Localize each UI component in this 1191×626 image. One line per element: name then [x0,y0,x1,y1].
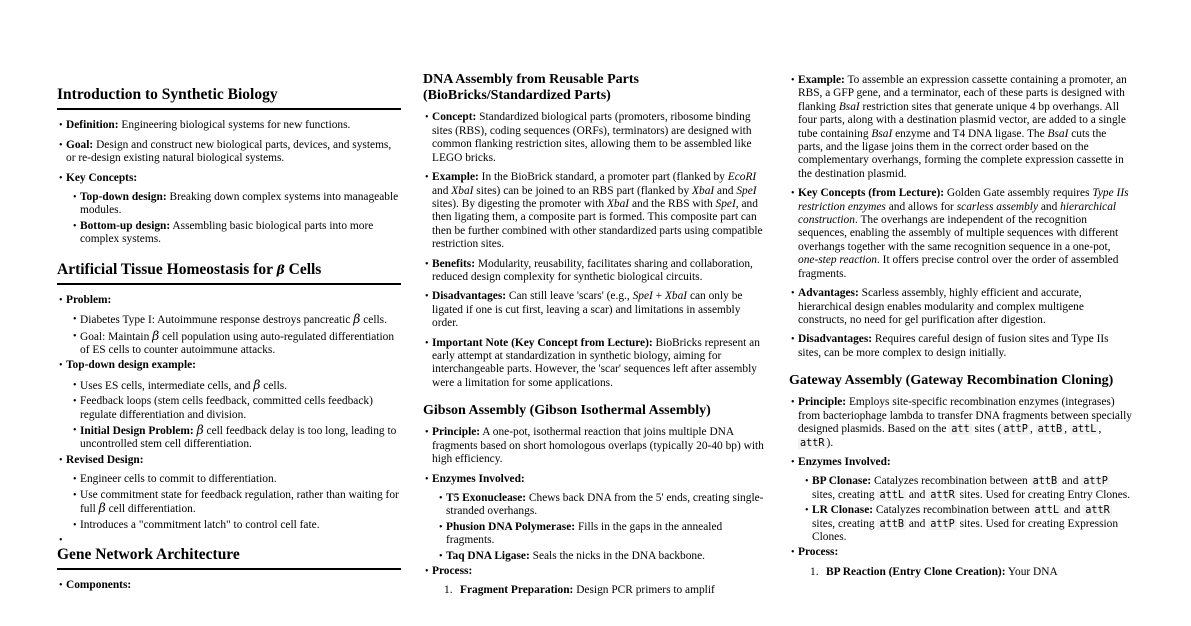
bullet-marker: • [425,337,429,349]
item-text [446,550,705,562]
bullet-item [423,290,767,330]
bullet-item [423,492,767,519]
section-heading [423,72,767,104]
item-text [80,489,399,515]
text-segment: cell differentiation. [105,503,196,516]
bullet-marker: • [73,519,77,531]
text-segment: attP [1083,476,1108,488]
text-segment: and [1061,504,1084,517]
bullet-marker: • [425,112,429,124]
text-segment: Enzymes Involved: [798,455,891,468]
bullet-item [423,521,767,548]
bullet-item [57,379,401,393]
bullet-marker: • [791,288,795,300]
numbered-item [789,566,1133,579]
bullet-item [789,546,1133,559]
bullet-item [423,550,767,563]
bullet-item [57,220,401,247]
bullet-item [57,330,401,358]
text-segment: and [906,517,929,530]
text-segment: attB [1032,476,1058,488]
bullet-marker: • [59,139,63,151]
text-segment: Bottom-up design: [80,219,171,232]
bullet-item [57,454,401,467]
item-text [80,191,398,216]
text-segment: T5 Exonuclease: [446,492,527,505]
text-segment: Modularity, reusability, facilitates sharing and collaboration, reduced design complexity for synthetic biological circuits. [432,257,753,283]
column-right [789,0,1133,626]
bullet-marker: • [791,334,795,346]
text-segment: Example: [798,74,845,86]
item-text [80,328,395,357]
text-segment: and allows for [885,200,957,213]
text-segment: att [951,424,970,436]
bullet-item [789,74,1133,181]
text-segment: , [1098,423,1102,436]
text-segment: Concept: [432,111,477,124]
text-segment: attB [1037,424,1063,436]
text-segment: Fragment Preparation: [460,584,574,597]
text-segment: Top-down design: [80,190,167,203]
text-segment: β [253,377,261,392]
bullet-item [57,489,401,517]
item-text [798,74,1127,180]
text-segment: Introduction to Synthetic Biology [57,86,278,103]
text-segment: sites. Used for creating Expression Clones. [812,517,1119,544]
text-segment: Process: [798,546,839,559]
text-segment: attR [930,489,955,501]
text-segment: . The overhangs are independent of the recognition sequences, enabling the assembly of multiple sequences with different overhangs together with the same recognition sequence in a one-pot, [798,214,1119,253]
bullet-marker: • [425,566,429,578]
text-segment: XbaI [451,184,474,197]
bullet-item [789,187,1133,281]
text-segment: Feedback loops (stem cells feedback, committed cells feedback) regulate differentiation and division. [80,395,373,421]
item-text [432,426,764,465]
text-segment: XbaI [664,290,688,303]
text-segment: cell population using auto-regulated differentiation of ES cells to counter autoimmune attacks. [80,330,395,357]
item-text [798,287,1084,326]
bullet-marker: • [805,505,809,517]
text-segment: Requires careful design of fusion sites and Type IIs sites, can be more complex to design initially. [798,333,1109,359]
bullet-item [57,395,401,422]
text-segment: Artificial Tissue Homeostasis for [57,260,277,278]
text-segment: can only be ligated if one is cut first, leaving a scar) and limitations in assembly order. [432,290,743,330]
text-segment: cells. [360,314,387,327]
item-text [432,171,763,250]
bullet-item [57,473,401,486]
item-text [80,314,387,326]
text-segment: and [1059,475,1082,488]
text-segment: ). [826,436,834,449]
text-segment: , and then ligating them, a composite part is formed. This composite part can then be further combined with other standardized parts using compatible restriction sites. [432,197,763,251]
text-segment: Engineering biological systems for new functions. [118,119,351,132]
item-text [66,579,131,591]
text-segment: Uses ES cells, intermediate cells, and [80,379,254,392]
item-text [812,504,1118,543]
bullet-marker: • [73,191,77,203]
text-segment: β [98,501,106,516]
bullet-marker: • [439,550,443,562]
numbered-item [423,584,767,597]
text-segment: To assemble an expression cassette containing a promoter, an RBS, a GFP gene, and a terminator, each of these parts is designed with flanking [798,74,1127,113]
text-segment: Disadvantages: [432,290,507,303]
text-segment: LR Clonase: [812,504,874,517]
section-heading [423,403,767,419]
bullet-marker: • [791,397,795,409]
bullet-marker: • [439,493,443,505]
bullet-item [423,337,767,391]
bullet-item [789,456,1133,469]
bullet-item [423,473,767,486]
bullet-marker: • [59,534,63,546]
text-segment: and [906,488,929,501]
bullet-item [789,333,1133,360]
bullet-marker: • [425,291,429,303]
text-segment: and [714,184,737,197]
item-text [432,337,760,389]
text-segment: Key Concepts: [66,171,138,184]
text-segment: Advantages: [798,287,859,300]
item-text [80,220,373,245]
bullet-marker: • [425,258,429,270]
text-segment: Your DNA [1005,565,1058,578]
column-left [57,0,401,626]
item-text [812,475,1130,500]
bullet-marker: • [59,580,63,592]
text-segment: cell feedback delay is too long, leading to uncontrolled stem cell differentiation. [80,425,397,451]
text-segment: Components: [66,579,132,592]
item-text [80,395,373,420]
text-segment: Benefits: [432,257,476,270]
text-segment: Gene Network Architecture [57,545,240,563]
section-heading [57,261,401,285]
text-segment: SpeI [715,197,736,210]
text-segment: In the BioBrick standard, a promoter part (flanked by [478,171,728,184]
bullet-marker: • [439,521,443,533]
bullet-item [789,504,1133,544]
text-segment: Phusion DNA Polymerase: [446,520,576,533]
text-segment: Example: [432,171,479,184]
text-segment: Employs site-specific recombination enzymes (integrases) from bacteriophage lambda to transfer DNA fragments between specially designed plasmids. Based on the [798,396,1132,436]
bullet-marker: • [73,379,77,391]
bullet-marker: • [791,188,795,200]
text-segment: Seals the nicks in the DNA backbone. [529,549,706,562]
bullet-marker: • [425,427,429,439]
item-text [66,294,111,306]
item-text [432,111,752,163]
item-text [798,187,1129,279]
item-text [798,456,891,468]
bullet-item [57,313,401,327]
text-segment: Problem: [66,293,112,306]
text-segment: Principle: [432,426,481,439]
bullet-item [423,111,767,165]
bullet-item [423,171,767,251]
text-segment: Key Concepts (from Lecture): [798,187,945,200]
bullet-item [57,294,401,307]
number-marker: 1. [444,584,453,597]
text-segment: attL [1034,505,1060,517]
bullet-item [789,287,1133,327]
text-segment: one-step reaction [798,254,877,267]
text-segment: Process: [432,565,473,578]
item-text [446,521,722,546]
bullet-item [423,565,767,578]
text-segment: attR [1085,505,1110,517]
text-segment: Fills in the gaps in the annealed fragments. [446,520,723,547]
item-text [80,425,396,450]
text-segment: Type IIs restriction enzymes [798,187,1129,213]
bullet-item [57,191,401,218]
text-segment: . It offers precise control over the order of assembled fragments. [798,254,1119,280]
bullet-item [57,139,401,166]
text-segment: sites, creating [812,517,878,530]
text-segment: DNA Assembly from Reusable Parts (BioBricks/Standardized Parts) [423,72,639,104]
text-segment: Introduces a "commitment latch" to control cell fate. [80,518,320,531]
text-segment: scarless assembly [956,200,1039,213]
item-text [460,584,715,596]
text-segment: Golden Gate assembly requires [944,187,1093,200]
text-segment: Enzymes Involved: [432,472,525,485]
text-segment: Engineer cells to commit to differentiation. [80,473,277,486]
text-segment: Standardized biological parts (promoters, ribosome binding sites (RBS), coding sequences (ORFs), terminators) are designed with common flanking restriction sites, allowing them to be assembled like LEGO bricks. [432,111,752,164]
text-segment: BsaI [1047,127,1069,140]
bullet-marker: • [791,456,795,468]
text-segment: EcoRI [727,171,757,184]
text-segment: and [1038,200,1061,213]
bullet-marker: • [791,547,795,559]
bullet-item [789,396,1133,450]
bullet-marker: • [59,454,63,466]
text-segment: restriction sites that generate unique 4 bp overhangs. All four parts, along with a destination plasmid vector, are added to a single tube containing [798,100,1126,140]
text-segment: cells. [260,379,288,392]
text-segment: BP Reaction (Entry Clone Creation): [826,565,1006,578]
text-segment: β [353,312,361,327]
text-segment: Goal: [66,138,94,151]
item-text [432,290,742,329]
text-segment: XbaI [606,197,630,210]
text-segment: , [1029,423,1036,436]
text-segment: Assembling basic biological parts into more complex systems. [80,219,374,246]
text-segment: Initial Design Problem: [80,425,194,438]
text-segment: Gateway Assembly (Gateway Recombination Cloning) [789,373,1114,389]
text-segment: Taq DNA Ligase: [446,549,530,562]
text-segment: Diabetes Type I: Autoimmune response destroys pancreatic [80,314,354,327]
text-segment: Cells [284,260,322,278]
bullet-marker: • [73,425,77,437]
text-segment: Disadvantages: [798,333,873,346]
bullet-marker: • [73,220,77,232]
text-segment: attB [879,518,905,530]
text-segment: Breaking down complex systems into manageable modules. [80,190,399,217]
text-segment: Gibson Assembly (Gibson Isothermal Assembly) [423,403,711,419]
text-segment: attR [800,437,825,449]
text-segment: Revised Design: [66,453,144,466]
text-segment: sites. Used for creating Entry Clones. [956,488,1131,501]
bullet-item [423,258,767,285]
bullet-item [57,519,401,532]
text-segment: sites). By digesting the promoter with [432,197,607,210]
text-segment: β [276,261,285,277]
text-segment: Use commitment state for feedback regulation, rather than waiting for full [80,488,399,516]
text-segment: hierarchical construction [798,200,1117,227]
text-segment: β [152,328,160,343]
bullet-item [57,119,401,132]
column-middle [423,0,767,626]
bullet-marker: • [73,474,77,486]
text-segment: Can still leave 'scars' (e.g., [506,290,633,303]
item-text [80,519,320,531]
item-text [80,377,288,392]
item-text [798,546,838,558]
item-text [446,492,763,517]
bullet-marker: • [59,120,63,132]
text-segment: XbaI [692,184,715,197]
text-segment: attL [1071,424,1097,436]
text-segment: + [652,290,665,303]
section-heading [57,546,401,570]
text-segment: enzyme and T4 DNA ligase. The [892,127,1048,140]
bullet-marker: • [425,473,429,485]
text-segment: attL [879,489,905,501]
bullet-marker: • [73,330,77,342]
bullet-item [57,424,401,452]
text-segment: attP [1003,424,1028,436]
text-segment: β [196,423,204,438]
text-segment: Goal: Maintain [80,330,153,343]
text-segment: BsaI [838,100,860,113]
bullet-item [789,475,1133,502]
text-segment: sites) can be joined to an RBS part (flanked by [473,184,693,197]
item-text [432,565,472,577]
text-segment: Top-down design example: [66,359,196,372]
text-segment: A one-pot, isothermal reaction that joins multiple DNA fragments based on short homologous overlaps (typically 20-40 bp) with high efficiency. [432,426,764,466]
text-segment: Chews back DNA from the 5' ends, creating single-stranded overhangs. [446,492,764,518]
bullet-marker: • [73,314,77,326]
number-marker: 1. [810,565,819,578]
text-segment: and [432,184,452,197]
text-segment: Principle: [798,396,847,409]
item-text [826,566,1058,578]
text-segment: SpeI [736,184,757,197]
text-segment: Definition: [66,119,119,132]
text-segment: cuts the parts, and the ligase joins them in the correct order based on the complementary overhangs, forming the complete expression cassette in the destination plasmid. [798,127,1124,180]
text-segment: sites ( [971,423,1002,436]
section-heading [789,373,1133,389]
item-text [798,396,1132,448]
item-text [66,359,196,371]
item-text [66,454,144,466]
bullet-marker: • [59,294,63,306]
text-segment: sites, creating [812,488,878,501]
text-segment: Important Note (Key Concept from Lecture): [432,336,653,349]
bullet-marker: • [73,489,77,501]
text-segment: BP Clonase: [812,475,872,488]
item-text [66,172,137,184]
item-text [798,333,1109,358]
bullet-marker: • [425,172,429,184]
text-segment: BsaI [871,127,893,140]
bullet-marker: • [73,396,77,408]
bullet-marker: • [59,172,63,184]
text-segment: Catalyzes recombination between [873,504,1033,517]
text-segment: , [1064,423,1070,436]
item-text [66,119,350,131]
text-segment: Design PCR primers to amplif [573,584,715,597]
text-segment: Catalyzes recombination between [871,475,1031,488]
bullet-item [423,426,767,466]
bullet-marker: • [805,476,809,488]
text-segment: and the RBS with [629,197,716,210]
item-text [66,139,391,164]
text-segment: Scarless assembly, highly efficient and accurate, hierarchical design enables modularity and complex multigene constructs, no need for gel purification after digestion. [798,287,1084,326]
item-text [80,473,277,485]
bullet-item [57,172,401,185]
text-segment: SpeI [632,290,653,303]
bullet-item [57,359,401,372]
text-segment: BioBricks represent an early attempt at standardization in synthetic biology, aiming for interchangeable parts. However, the 'scar' sequences left after assembly were a limitation for some applications. [432,336,760,389]
text-segment: attP [930,518,955,530]
bullet-marker: • [59,360,63,372]
bullet-item [57,579,401,592]
bullet-marker: • [791,75,795,86]
text-segment: Design and construct new biological parts, devices, and systems, or re-design existing natural biological systems. [66,138,392,165]
item-text [432,258,753,283]
section-heading [57,86,401,110]
item-text [432,473,525,485]
